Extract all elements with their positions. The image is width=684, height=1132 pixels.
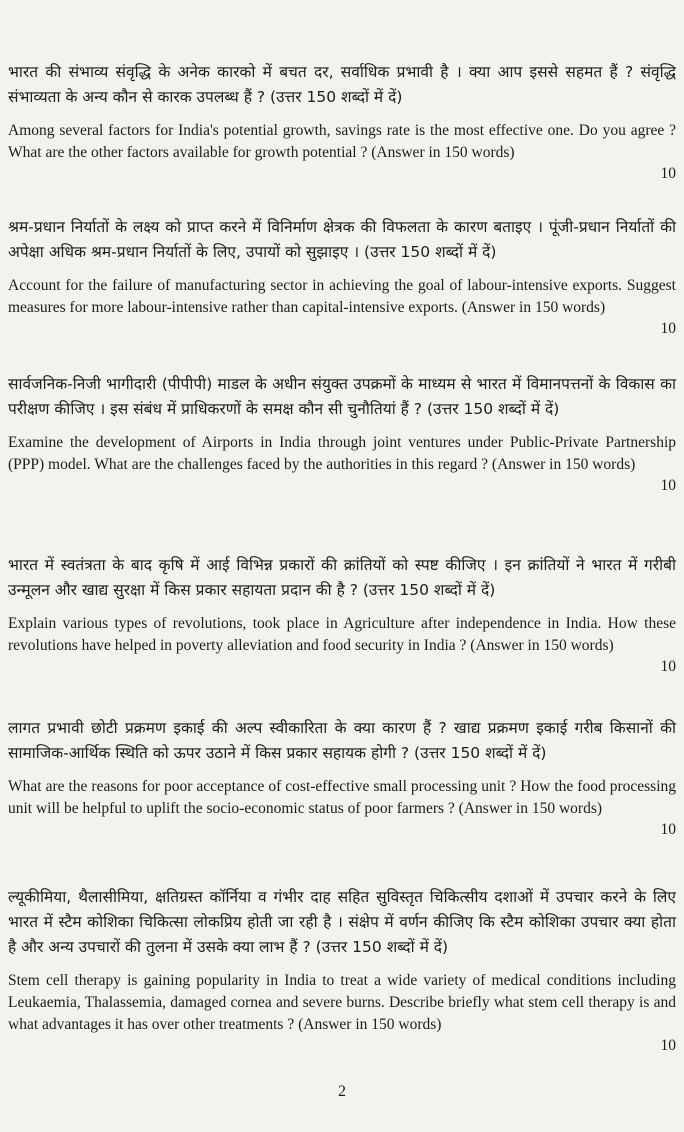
question-block-1 — [8, 60, 676, 184]
question-marks: 10 — [660, 658, 676, 675]
question-block-3 — [8, 372, 676, 496]
question-english-text: Explain various types of revolutions, took place in Agriculture after independence in India. How these revolutions have helped in poverty alleviation and food security in India ? (Answer in 150 words) — [8, 615, 676, 654]
question-hindi-text: भारत की संभाव्य संवृद्धि के अनेक कारको में बचत दर, सर्वाधिक प्रभावी है । क्या आप इससे सहमत हैं ? संवृद्धि संभाव्यता के अन्य कौन से कारक उपलब्ध हैं ? (उत्तर 150 शब्दों में दें) — [8, 63, 676, 106]
question-hindi-text: भारत में स्वतंत्रता के बाद कृषि में आई विभिन्न प्रकारों की क्रांतियों को स्पष्ट कीजिए । इन क्रांतियों ने भारत में गरीबी उन्मूलन और खाद्य सुरक्षा में किस प्रकार सहायता प्रदान की है ? (उत्तर 150 शब्दों में दें) — [8, 556, 676, 599]
question-block-2 — [8, 215, 676, 339]
question-marks: 10 — [660, 165, 676, 182]
question-hindi-text: श्रम-प्रधान निर्यातों के लक्ष्य को प्राप्त करने में विनिर्माण क्षेत्रक की विफलता के कारण बताइए । पूंजी-प्रधान निर्यातों की अपेक्षा अधिक श्रम-प्रधान निर्यातों के लिए, उपायों को सुझाइए । (उत्तर 150 शब्दों में दें) — [8, 218, 676, 261]
page-number: 2 — [338, 1083, 346, 1100]
question-block-6 — [8, 885, 676, 1056]
question-block-4 — [8, 553, 676, 677]
question-english-text: Stem cell therapy is gaining popularity in India to treat a wide variety of medical conditions including Leukaemia, Thalassemia, damaged cornea and severe burns. Describe briefly what stem cell therapy is and what advantages it has over other treatments ? (Answer in 150 words) — [8, 972, 676, 1033]
question-english-text: Account for the failure of manufacturing sector in achieving the goal of labour-intensive exports. Suggest measures for more labour-intensive rather than capital-intensive exports. (Answer in 150 words) — [8, 277, 676, 316]
question-hindi-text: सार्वजनिक-निजी भागीदारी (पीपीपी) माडल के अधीन संयुक्त उपक्रमों के माध्यम से भारत में विमानपत्तनों के विकास का परीक्षण कीजिए । इस संबंध में प्राधिकरणों के समक्ष कौन सी चुनौतियां हैं ? (उत्तर 150 शब्दों में दें) — [8, 375, 676, 418]
question-marks: 10 — [660, 821, 676, 838]
question-block-5 — [8, 716, 676, 840]
question-english-text: What are the reasons for poor acceptance of cost-effective small processing unit ? How the food processing unit will be helpful to uplift the socio-economic status of poor farmers ? (Answer in 150 words) — [8, 778, 676, 817]
question-marks: 10 — [660, 320, 676, 337]
question-hindi-text: ल्यूकीमिया, थैलासीमिया, क्षतिग्रस्त कॉर्निया व गंभीर दाह सहित सुविस्तृत चिकित्सीय दशाओं में उपचार करने के लिए भारत में स्टैम कोशिका चिकित्सा लोकप्रिय होती जा रही है । संक्षेप में वर्णन कीजिए कि स्टैम कोशिका उपचार क्या होता है और अन्य उपचारों की तुलना में उसके क्या लाभ हैं ? (उत्तर 150 शब्दों में दें) — [8, 888, 676, 956]
question-marks: 10 — [660, 477, 676, 494]
question-english-text: Among several factors for India's potential growth, savings rate is the most effective one. Do you agree ? What are the other factors available for growth potential ? (Answer in 150 words) — [8, 122, 676, 161]
question-hindi-text: लागत प्रभावी छोटी प्रक्रमण इकाई की अल्प स्वीकारिता के क्या कारण हैं ? खाद्य प्रक्रमण इकाई गरीब किसानों की सामाजिक-आर्थिक स्थिति को ऊपर उठाने में किस प्रकार सहायक होगी ? (उत्तर 150 शब्दों में दें) — [8, 719, 676, 762]
question-marks: 10 — [660, 1037, 676, 1054]
question-english-text: Examine the development of Airports in India through joint ventures under Public-Private Partnership (PPP) model. What are the challenges faced by the authorities in this regard ? (Answer in 150 words) — [8, 434, 676, 473]
